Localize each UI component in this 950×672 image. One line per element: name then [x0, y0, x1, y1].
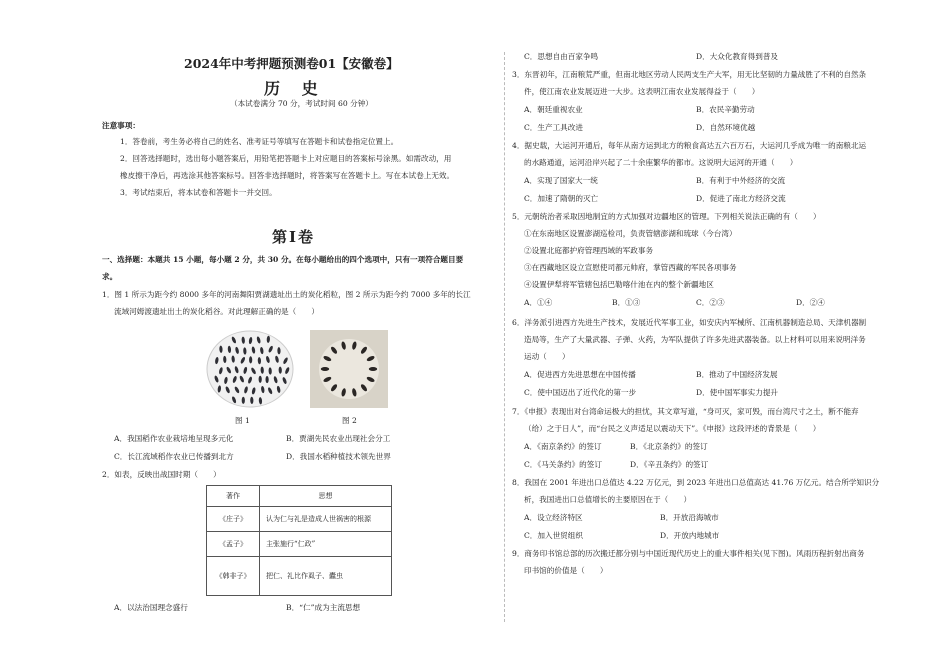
option-b: B．①③: [612, 298, 641, 307]
question-stem: 6．洋务派引进西方先进生产技术，发展近代军事工业，如安庆内军械所、江南机器制造总局、天津机器制: [512, 318, 867, 327]
question-stem: 4．据史载，大运河开通后，每年从南方运到北方的粮食高达五六百万石，大运河几乎成为唯一的南粮北运: [512, 141, 867, 150]
notice-item: 橡皮擦干净后，再选涂其他答案标号。回答非选择题时，将答案写在答题卡上。写在本试卷上无效。: [120, 171, 455, 180]
option-a: A．《南京条约》的签订: [524, 442, 602, 451]
statement-3: ③在西藏地区设立宣慰使司都元帅府，掌管西藏的军民各项事务: [524, 263, 737, 272]
option-d: D．我国水稻种植技术领先世界: [286, 452, 391, 461]
option-a: A．①④: [524, 298, 553, 307]
figure-1-rice-grains-image: [206, 330, 294, 408]
question-stem: 的水路通道，运河沿岸兴起了二十余座繁华的都市。这说明大运河的开通（ ）: [524, 158, 798, 167]
option-b: B．《北京条约》的签订: [630, 442, 708, 451]
option-b: B．贾湖先民农业出现社会分工: [286, 434, 391, 443]
question-stem: 运动（ ）: [524, 352, 570, 361]
option-c: C．生产工具改进: [524, 123, 583, 132]
statement-1: ①在东南地区设置澎湖巡检司，负责管辖澎湖和琉球（今台湾）: [524, 229, 737, 238]
option-d: D．②④: [796, 298, 825, 307]
option-b: B．“仁”成为主流思想: [286, 603, 361, 612]
option-a: A．实现了国家大一统: [524, 176, 598, 185]
notice-item: 2．回答选择题时，选出每小题答案后，用铅笔把答题卡上对应题目的答案标号涂黑。如需改动，用: [120, 154, 452, 163]
option-c: C．②③: [696, 298, 725, 307]
statement-4: ④设置伊犁将军管辖包括巴勒喀什池在内的整个新疆地区: [524, 280, 714, 289]
question-stem: 1．图 1 所示为距今约 8000 多年的河南舞阳贾湖遗址出土的炭化稻粒，图 2 所示为距今约 7000 多年的长江: [102, 290, 471, 299]
option-d: D．促进了南北方经济交流: [696, 194, 786, 203]
question-stem: 造局等，生产了大量武器、子弹、火药，为军队提供了许多先进武器装备。以上材料可以用来说明洋务: [524, 335, 866, 344]
table-header: 著作: [207, 486, 260, 507]
option-d: D．使中国军事实力提升: [696, 388, 779, 397]
option-b: B．有利于中外经济的交流: [696, 176, 786, 185]
notice-heading: 注意事项：: [102, 121, 140, 130]
question-stem: 7．《申报》表现出对台湾命运极大的担忧，其文章写道，“身可灭，家可毁，而台湾尺寸之土，断不能弃: [512, 407, 859, 416]
option-b: B．开放沿海城市: [660, 513, 719, 522]
section-title: 第Ⅰ卷: [272, 228, 316, 246]
exam-title: 2024年中考押题预测卷01【安徽卷】: [184, 56, 399, 71]
option-c: C．加速了隋朝的灭亡: [524, 194, 599, 203]
notice-item: 1．答卷前，考生务必将自己的姓名、准考证号等填写在答题卡和试卷指定位置上。: [120, 137, 399, 146]
question-stem: 件，使江南农业发展迈进一大步。这表明江南农业发展得益于（ ）: [524, 87, 760, 96]
option-c: C．长江流域稻作农业已传播到北方: [114, 452, 234, 461]
question-stem: （给）之于日人”，而“台民之义声适足以震动天下”。《申报》这段评述的背景是（ ）: [524, 424, 821, 433]
option-a: A．朝廷重视农业: [524, 105, 583, 114]
section-intro: 一、选择题：本题共 15 小题，每小题 2 分，共 30 分。在每小题给出的四个选项中，只有一项符合题目要: [102, 255, 464, 264]
subject-title: 历 史: [264, 79, 326, 98]
option-d: D．开放内地城市: [660, 531, 720, 540]
option-a: A．以法治国理念盛行: [114, 603, 188, 612]
exam-note: （本试卷满分 70 分，考试时间 60 分钟）: [230, 99, 373, 108]
option-d: D．《辛丑条约》的签订: [630, 460, 709, 469]
table-row: 《韩非子》 把仁、礼比作虱子、蠹虫: [207, 557, 392, 596]
option-c: C．加入世贸组织: [524, 531, 583, 540]
question-stem: 流域河姆渡遗址出土的炭化稻谷。对此理解正确的是（ ）: [114, 307, 320, 316]
option-b: B．农民辛勤劳动: [696, 105, 755, 114]
figure-1-caption: 图 1: [235, 416, 250, 425]
option-b: B．推动了中国经济发展: [696, 370, 778, 379]
option-a: A．设立经济特区: [524, 513, 583, 522]
option-c: C．思想自由百家争鸣: [524, 52, 599, 61]
notice-item: 3．考试结束后，将本试卷和答题卡一并交回。: [120, 188, 277, 197]
table-row: 《孟子》 主张施行“仁政”: [207, 532, 392, 557]
figure-2-rice-husks-image: [310, 330, 388, 408]
option-c: C．《马关条约》的签订: [524, 460, 602, 469]
q2-table: [206, 485, 392, 596]
option-d: D．自然环境优越: [696, 123, 756, 132]
statement-2: ②设置北庭都护府管理西域的军政事务: [524, 246, 654, 255]
option-c: C．使中国迈出了近代化的第一步: [524, 388, 637, 397]
question-stem: 印书馆的价值是（ ）: [524, 566, 608, 575]
figure-2-caption: 图 2: [342, 416, 357, 425]
option-d: D．大众化教育得到普及: [696, 52, 779, 61]
question-stem: 析，我国进出口总值增长的主要原因在于（ ）: [524, 495, 692, 504]
section-intro: 求。: [102, 272, 118, 281]
table-header: 思想: [260, 486, 392, 507]
table-row: 《庄子》 认为仁与礼是造成人世祸害的根源: [207, 507, 392, 532]
question-stem: 8．我国在 2001 年进出口总值达 4.22 万亿元，到 2023 年进出口总值高达 41.76 万亿元。结合所学知识分: [512, 478, 880, 487]
question-stem: 3．东晋初年，江南粮荒严重，但南北地区劳动人民两支生产大军，用无比坚韧的力量战胜了不利的自然条: [512, 70, 867, 79]
question-stem: 9．商务印书馆总部的历次搬迁都分别与中国近现代历史上的重大事件相关(见下图)。风雨历程折射出商务: [512, 549, 865, 558]
question-stem: 2．如表，反映出战国时期（ ）: [102, 470, 221, 479]
question-stem: 5．元朝统治者采取因地制宜的方式加强对边疆地区的管理。下列相关说法正确的有（ ）: [512, 212, 821, 221]
option-a: A．我国稻作农业栽培地呈现多元化: [114, 434, 234, 443]
column-divider: [504, 52, 505, 622]
option-a: A．促进西方先进思想在中国传播: [524, 370, 636, 379]
